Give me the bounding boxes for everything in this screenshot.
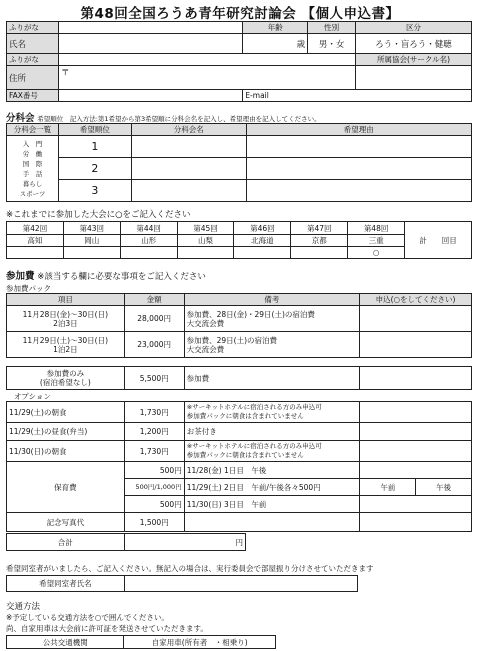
pack2-note xyxy=(184,332,359,358)
note-line: 参加費パックに朝食は含まれていません xyxy=(186,451,304,459)
photo-apply[interactable] xyxy=(360,513,472,532)
pack1-note xyxy=(184,306,359,332)
fee-heading xyxy=(6,268,206,282)
option-breakfast-29: 11/29(土)の朝食 xyxy=(7,402,125,423)
col-reason: 希望理由 xyxy=(246,124,471,136)
hoiku-1-amount: 500円 xyxy=(124,462,184,479)
pack2-apply[interactable] xyxy=(360,332,472,358)
hoiku-2-amount: 500円/1,000円 xyxy=(124,479,184,496)
fee-only-amount: 5,500円 xyxy=(124,367,184,390)
past-event-45-place: 山梨 xyxy=(177,235,234,247)
rank-2: 2 xyxy=(58,158,131,180)
fee-hint: ※該当する欄に必要な事項をご記入ください xyxy=(37,272,206,282)
hoiku-2-am[interactable]: 午前 xyxy=(360,479,416,496)
rank-1: 1 xyxy=(58,136,131,158)
fee-only-table xyxy=(6,366,472,390)
fee-only-line1: 参加費のみ xyxy=(46,369,85,378)
pack2-dates: 11月29日(土)〜30日(日) xyxy=(22,335,108,345)
option-lunch-29-apply[interactable] xyxy=(360,423,472,441)
email-field[interactable] xyxy=(243,90,472,102)
roommate-label: 希望同室者氏名 xyxy=(7,576,125,592)
pack1-note-line2: 大交流会費 xyxy=(186,318,225,328)
category-field[interactable]: ろう・盲ろう・健聴 xyxy=(356,34,472,54)
past-event-48-num: 第48回 xyxy=(348,222,405,235)
address-label: 住所 xyxy=(7,66,59,90)
pack2-note-line1: 参加費、29日(土)の宿泊費 xyxy=(186,335,277,345)
roommate-field[interactable] xyxy=(124,576,357,592)
transport-title: 交通方法 xyxy=(6,602,41,612)
bunkakai-title: 分科会 xyxy=(6,113,35,124)
fee-only-line2: (宿泊希望なし) xyxy=(39,378,91,387)
postal-mark: 〒 xyxy=(60,68,70,78)
col-list: 分科会一覧 xyxy=(7,124,59,136)
transport-public[interactable]: 公共交通機関 xyxy=(7,636,124,649)
fee-col-note: 備考 xyxy=(184,294,359,306)
option-table xyxy=(6,401,472,532)
past-event-44-num: 第44回 xyxy=(120,222,177,235)
association-field[interactable] xyxy=(356,66,472,90)
past-title: ※これまでに参加した大会に○をご記入ください xyxy=(6,210,191,220)
option-breakfast-30-amount: 1,730円 xyxy=(124,441,184,462)
form-title: 第48回全国ろうあ青年研究討論会 【個人申込書】 xyxy=(80,6,400,22)
note-line: ※サーキットホテルに宿泊される方のみ申込可 xyxy=(186,442,322,450)
hoiku-3-amount: 500円 xyxy=(124,496,184,513)
option-label: オプション xyxy=(14,392,51,401)
rank-3: 3 xyxy=(58,180,131,202)
past-event-48-mark[interactable]: ○ xyxy=(348,247,405,259)
fee-col-amount: 金額 xyxy=(124,294,184,306)
bunkakai-heading xyxy=(6,110,476,124)
total-table xyxy=(6,533,246,551)
hoiku-1-apply[interactable] xyxy=(360,462,472,479)
list-item: スポーツ xyxy=(19,189,46,198)
hoiku-3-note: 11/30(日) 3日目 午前 xyxy=(184,496,360,513)
furigana2-label: ふりがな xyxy=(7,54,59,66)
hoiku-label: 保育費 xyxy=(7,462,125,513)
list-item: 手 話 xyxy=(22,169,43,178)
pack1-note-line1: 参加費、28日(金)・29日(土)の宿泊費 xyxy=(186,309,315,319)
option-lunch-29-amount: 1,200円 xyxy=(124,423,184,441)
pack1-amount: 28,000円 xyxy=(124,306,184,332)
hoiku-2-note: 11/29(土) 2日目 午前/午後各々500円 xyxy=(184,479,360,496)
roommate-table xyxy=(6,575,358,592)
hoiku-2-pm[interactable]: 午後 xyxy=(416,479,472,496)
past-table xyxy=(6,221,472,259)
furigana-label: ふりがな xyxy=(7,22,59,34)
photo-label: 記念写真代 xyxy=(7,513,125,532)
past-event-44-place: 山形 xyxy=(120,235,177,247)
bunkakai-reason-3[interactable] xyxy=(246,180,471,202)
fee-title: 参加費 xyxy=(6,271,35,282)
address-field[interactable] xyxy=(58,66,355,90)
email-label: E-mail xyxy=(245,91,269,100)
sex-field[interactable]: 男・女 xyxy=(308,34,356,54)
name-label: 氏名 xyxy=(7,34,59,54)
option-breakfast-30: 11/30(日)の朝食 xyxy=(7,441,125,462)
photo-amount: 1,500円 xyxy=(124,513,184,532)
option-breakfast-30-note xyxy=(184,441,360,462)
pack2-amount: 23,000円 xyxy=(124,332,184,358)
past-event-43-num: 第43回 xyxy=(63,222,120,235)
fee-only-note: 参加費 xyxy=(184,367,360,390)
age-header: 年齢 xyxy=(243,22,308,34)
age-field[interactable]: 歳 xyxy=(243,34,308,54)
name-field[interactable] xyxy=(58,34,242,54)
sex-header: 性別 xyxy=(308,22,356,34)
past-event-44-mark[interactable] xyxy=(120,247,177,259)
hoiku-3-apply[interactable] xyxy=(360,496,472,513)
pack-label: 参加費パック xyxy=(6,284,51,293)
list-item: 国 際 xyxy=(22,159,43,168)
bunkakai-reason-1[interactable] xyxy=(246,136,471,158)
fee-col-item: 項目 xyxy=(7,294,125,306)
past-event-42-place: 高知 xyxy=(7,235,64,247)
photo-note xyxy=(184,513,360,532)
past-event-42-num: 第42回 xyxy=(7,222,64,235)
bunkakai-name-3[interactable] xyxy=(131,180,246,202)
option-lunch-29-note: お茶付き xyxy=(184,423,360,441)
fee-only-apply[interactable] xyxy=(360,367,472,390)
applicant-table xyxy=(6,21,472,102)
pack2-item xyxy=(7,332,125,358)
option-breakfast-30-apply[interactable] xyxy=(360,441,472,462)
fee-col-apply: 申込(○をしてください) xyxy=(360,294,472,306)
transport-line1: ※予定している交通方法を○で囲んでください。 xyxy=(6,613,169,622)
bunkakai-reason-2[interactable] xyxy=(246,158,471,180)
bunkakai-table xyxy=(6,123,472,202)
hoiku-1-note: 11/28(金) 1日目 午後 xyxy=(184,462,360,479)
past-event-48-place: 三重 xyxy=(348,235,405,247)
total-field[interactable]: 円 xyxy=(124,534,245,551)
association-header: 所属協会(サークル名) xyxy=(356,54,472,66)
bunkakai-list xyxy=(7,136,59,202)
past-event-45-num: 第45回 xyxy=(177,222,234,235)
list-item: 入 門 xyxy=(22,139,43,148)
pack2-nights: 1泊2日 xyxy=(53,344,78,354)
address-furigana-field[interactable] xyxy=(58,54,355,66)
note-line: 参加費パックに朝食は含まれていません xyxy=(186,412,304,420)
transport-line2: 尚、自家用車は大会前に許可証を発送させていただきます。 xyxy=(6,624,208,633)
option-breakfast-29-note xyxy=(184,402,360,423)
option-breakfast-29-apply[interactable] xyxy=(360,402,472,423)
pack1-nights: 2泊3日 xyxy=(53,318,78,328)
note-line: ※サーキットホテルに宿泊される方のみ申込可 xyxy=(186,403,322,411)
col-rank: 希望順位 xyxy=(58,124,131,136)
past-event-42-mark[interactable] xyxy=(7,247,64,259)
past-event-43-place: 岡山 xyxy=(63,235,120,247)
fee-only-item xyxy=(7,367,125,390)
fee-pack-table xyxy=(6,293,472,358)
list-item: 暮らし xyxy=(22,179,43,188)
past-event-47-place: 京都 xyxy=(291,235,348,247)
list-item: 労 働 xyxy=(22,149,43,158)
category-header: 区分 xyxy=(356,22,472,34)
past-event-46-place: 北海道 xyxy=(234,235,291,247)
bunkakai-name-1[interactable] xyxy=(131,136,246,158)
col-name: 分科会名 xyxy=(131,124,246,136)
total-label: 合計 xyxy=(7,534,125,551)
past-event-45-mark[interactable] xyxy=(177,247,234,259)
past-total[interactable]: 計 回目 xyxy=(405,222,472,259)
fax-label: FAX番号 xyxy=(7,90,59,102)
bunkakai-name-2[interactable] xyxy=(131,158,246,180)
past-event-47-mark[interactable] xyxy=(291,247,348,259)
past-event-43-mark[interactable] xyxy=(63,247,120,259)
pack1-apply[interactable] xyxy=(360,306,472,332)
roommate-hint: 希望同室者がいましたら、ご記入ください。無記入の場合は、実行委員会で部屋振り分けさせていただきます xyxy=(6,564,374,573)
pack2-note-line2: 大交流会費 xyxy=(186,344,225,354)
bunkakai-hint: 希望順位 記入方法:第1希望から第3希望順に分科会名を記入し、希望理由を記入してください。 xyxy=(37,115,321,123)
furigana-field[interactable] xyxy=(58,22,242,34)
past-event-47-num: 第47回 xyxy=(291,222,348,235)
option-lunch-29: 11/29(土)の昼食(弁当) xyxy=(7,423,125,441)
pack1-dates: 11月28日(金)〜30日(日) xyxy=(22,309,108,319)
transport-car[interactable]: 自家用車(所有者 ・相乗り) xyxy=(124,636,276,649)
option-breakfast-29-amount: 1,730円 xyxy=(124,402,184,423)
fax-field[interactable] xyxy=(58,90,242,102)
transport-table xyxy=(6,635,276,649)
past-event-46-num: 第46回 xyxy=(234,222,291,235)
pack1-item xyxy=(7,306,125,332)
past-event-46-mark[interactable] xyxy=(234,247,291,259)
